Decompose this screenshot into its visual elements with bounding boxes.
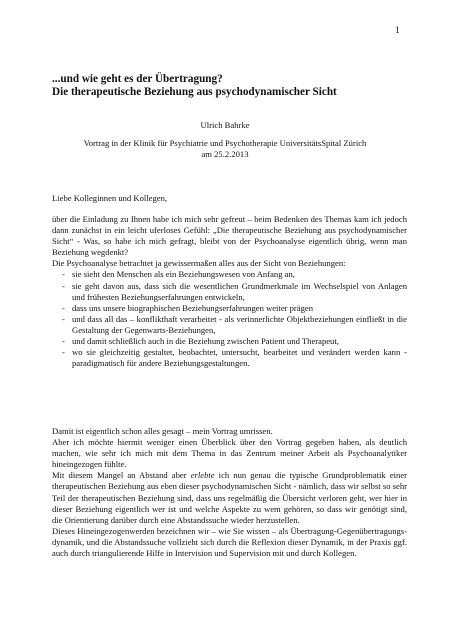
body-section-1 bbox=[52, 214, 407, 369]
paragraph-1-continuation: Die Psychoanalyse betrachtet ja gewissermaßen alles aus der Sicht von Beziehungen: bbox=[52, 258, 346, 269]
paragraph-3: Aber ich möchte hiermit weniger einen Überblick über den Vortrag gegeben haben, als deutlich machen, wie sehr ich mich mit dem Thema in das Zentrum meiner Arbeit als Psychoanalytiker hineingezogen fühlte. bbox=[52, 437, 407, 470]
document-title bbox=[52, 73, 412, 98]
page-number: 1 bbox=[395, 26, 400, 36]
bullet-item: - und damit schließlich auch in die Beziehung zwischen Patient und Therapeut, bbox=[52, 336, 407, 347]
affiliation-block bbox=[40, 138, 410, 160]
body-section-2 bbox=[52, 426, 407, 559]
paragraph-1: über die Einladung zu Ihnen habe ich mich sehr gefreut – beim Bedenken des Themas kam ich jedoch dann zunächst in ein leicht uferloses Gefühl: „Die therapeutische Beziehung aus psychodynamischer Sicht“ - Was, so habe ich mich gefragt, bleibt von der Psychoanalyse eigentlich übrig, wenn man Beziehung wegdenkt? bbox=[52, 214, 407, 258]
paragraph-5: Dieses Hineingezogenwerden bezeichnen wir – wie Sie wissen – als Übertragung-Gegenübertragungs-dynamik, und die Abstandssuche vollzieht sich durch die Reflexion dieser Dynamik, in der Praxis ggf. auch durch triangulierende Hilfe in Intervision und Supervision mit und durch Kollegen. bbox=[52, 525, 407, 559]
bullet-item: - wo sie gleichzeitig gestaltet, beobachtet, untersucht, bearbeitet und verändert werden kann - paradigmatisch für andere Beziehungsgestaltungen. bbox=[52, 347, 407, 369]
title-line-1: ...und wie geht es der Übertragung? bbox=[52, 73, 223, 85]
bullet-item: - dass uns unsere biographischen Beziehungserfahrungen weiter prägen bbox=[52, 303, 407, 314]
paragraph-2: Damit ist eigentlich schon alles gesagt – mein Vortrag umrissen. bbox=[52, 426, 273, 436]
paragraph-4 bbox=[52, 470, 407, 525]
bullet-list bbox=[52, 269, 407, 369]
affiliation: Vortrag in der Klinik für Psychiatrie und Psychotherapie UniversitätsSpital Zürich bbox=[83, 138, 367, 148]
paragraph-4-part-a: Mit diesem Mangel an Abstand aber bbox=[52, 470, 191, 481]
paragraph-4-part-b: ich nun genau die typische Grundproblematik einer therapeutischen Beziehung aus eben dieser psychodynamischen Sicht - nämlich, dass wir selbst so sehr Teil der therapeutischen Beziehung sind, dass uns regelmäßig die Übersicht verloren geht, wer hier in dieser Beziehung eigentlich wer ist und welche Aspekte zu wem gehören, so dass wir genötigt sind, die Orientierung darüber durch eine Abstandssuche wieder herzustellen. bbox=[52, 470, 408, 525]
title-line-2: Die therapeutische Beziehung aus psychodynamischer Sicht bbox=[52, 85, 337, 98]
bullet-item: - sie geht davon aus, dass sich die wesentlichen Grundmerkmale im Wechselspiel von Anlagen und frühesten Beziehungserfahrungen entwickeln, bbox=[52, 281, 407, 303]
bullet-item: - und dass all das – konflikthaft verarbeitet - als verinnerlichte Objektbeziehungen einfließt in die Gestaltung der Gegenwarts-Beziehungen, bbox=[52, 314, 407, 336]
salutation: Liebe Kolleginnen und Kollegen, bbox=[52, 193, 168, 203]
bullet-item: - sie sieht den Menschen als ein Beziehungswesen von Anfang an, bbox=[52, 269, 407, 280]
emphasized-word: erlebte bbox=[190, 470, 215, 481]
author: Ulrich Bahrke bbox=[200, 120, 250, 130]
lecture-date: am 25.2.2013 bbox=[201, 149, 249, 159]
